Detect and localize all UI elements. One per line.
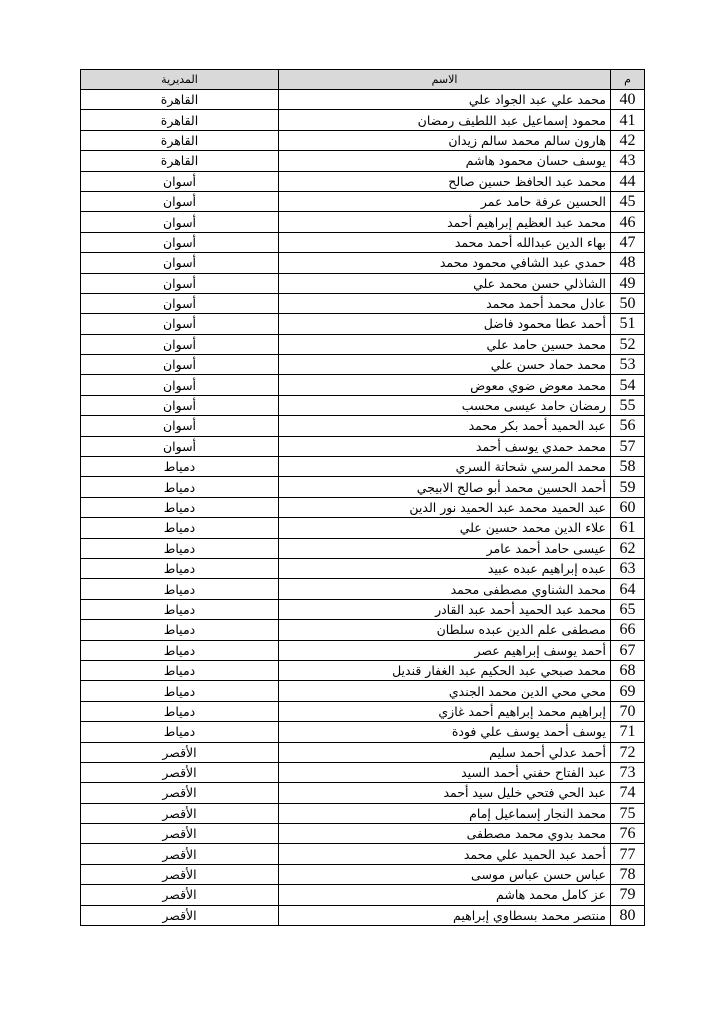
directorate-cell: دمياط bbox=[81, 579, 279, 599]
row-number-cell: 59 bbox=[611, 477, 645, 497]
directorate-cell: أسوان bbox=[81, 416, 279, 436]
name-cell: عبده إبراهيم عبده عبيد bbox=[279, 558, 611, 578]
directorate-cell: أسوان bbox=[81, 273, 279, 293]
table-row bbox=[81, 538, 645, 558]
row-number-cell: 68 bbox=[611, 660, 645, 680]
name-cell: عبد الحميد محمد عبد الحميد نور الدين bbox=[279, 497, 611, 517]
row-number-cell: 44 bbox=[611, 171, 645, 191]
table-row bbox=[81, 477, 645, 497]
row-number-cell: 42 bbox=[611, 130, 645, 150]
directorate-cell: أسوان bbox=[81, 293, 279, 313]
table-row bbox=[81, 722, 645, 742]
table-row bbox=[81, 191, 645, 211]
row-number-cell: 60 bbox=[611, 497, 645, 517]
row-number-cell: 63 bbox=[611, 558, 645, 578]
directorate-cell: دمياط bbox=[81, 722, 279, 742]
table-row bbox=[81, 436, 645, 456]
directorate-cell: دمياط bbox=[81, 538, 279, 558]
table-row bbox=[81, 151, 645, 171]
table-row bbox=[81, 742, 645, 762]
directorate-cell: الأقصر bbox=[81, 864, 279, 884]
directorate-cell: أسوان bbox=[81, 375, 279, 395]
row-number-cell: 48 bbox=[611, 253, 645, 273]
directorate-cell: الأقصر bbox=[81, 783, 279, 803]
directorate-cell: الأقصر bbox=[81, 844, 279, 864]
name-cell: حمدي عبد الشافي محمود محمد bbox=[279, 253, 611, 273]
row-number-cell: 65 bbox=[611, 599, 645, 619]
row-number-cell: 76 bbox=[611, 824, 645, 844]
name-cell: يوسف أحمد يوسف علي فودة bbox=[279, 722, 611, 742]
name-cell: محمد معوض ضوي معوض bbox=[279, 375, 611, 395]
table-row bbox=[81, 497, 645, 517]
table-row bbox=[81, 701, 645, 721]
row-number-cell: 64 bbox=[611, 579, 645, 599]
name-cell: الحسين عرفة حامد عمر bbox=[279, 191, 611, 211]
directorate-cell: الأقصر bbox=[81, 905, 279, 925]
name-cell: محمد بدوي محمد مصطفى bbox=[279, 824, 611, 844]
name-cell: أحمد يوسف إبراهيم عصر bbox=[279, 640, 611, 660]
name-cell: محمد حسين حامد علي bbox=[279, 334, 611, 354]
table-row bbox=[81, 885, 645, 905]
name-cell: محمد الشناوي مصطفى محمد bbox=[279, 579, 611, 599]
row-number-cell: 51 bbox=[611, 314, 645, 334]
name-cell: رمضان حامد عيسى محسب bbox=[279, 395, 611, 415]
table-row bbox=[81, 864, 645, 884]
directorate-cell: دمياط bbox=[81, 660, 279, 680]
table-row bbox=[81, 824, 645, 844]
name-cell: عادل محمد أحمد محمد bbox=[279, 293, 611, 313]
table-row bbox=[81, 416, 645, 436]
name-cell: أحمد عبد الحميد علي محمد bbox=[279, 844, 611, 864]
directorate-cell: الأقصر bbox=[81, 824, 279, 844]
directorate-cell: دمياط bbox=[81, 681, 279, 701]
row-number-cell: 80 bbox=[611, 905, 645, 925]
table-row bbox=[81, 762, 645, 782]
name-cell: عز كامل محمد هاشم bbox=[279, 885, 611, 905]
table-row bbox=[81, 558, 645, 578]
name-cell: الشاذلي حسن محمد علي bbox=[279, 273, 611, 293]
row-number-cell: 77 bbox=[611, 844, 645, 864]
name-cell: محمد عبد العظيم إبراهيم أحمد bbox=[279, 212, 611, 232]
name-cell: هارون سالم محمد سالم زيدان bbox=[279, 130, 611, 150]
name-cell: محمد عبد الحافظ حسين صالح bbox=[279, 171, 611, 191]
directorate-cell: القاهرة bbox=[81, 110, 279, 130]
row-number-cell: 78 bbox=[611, 864, 645, 884]
row-number-cell: 67 bbox=[611, 640, 645, 660]
directorate-cell: أسوان bbox=[81, 232, 279, 252]
name-cell: محمود إسماعيل عبد اللطيف رمضان bbox=[279, 110, 611, 130]
name-cell: عبد الحميد أحمد بكر محمد bbox=[279, 416, 611, 436]
row-number-cell: 74 bbox=[611, 783, 645, 803]
directorate-cell: دمياط bbox=[81, 599, 279, 619]
directorate-cell: الأقصر bbox=[81, 803, 279, 823]
table-row bbox=[81, 660, 645, 680]
name-cell: أحمد عطا محمود فاضل bbox=[279, 314, 611, 334]
directorate-cell: دمياط bbox=[81, 518, 279, 538]
name-cell: مصطفى علم الدين عبده سلطان bbox=[279, 620, 611, 640]
name-cell: عيسى حامد أحمد عامر bbox=[279, 538, 611, 558]
name-cell: عبد الفتاح حفني أحمد السيد bbox=[279, 762, 611, 782]
name-cell: عباس حسن عباس موسى bbox=[279, 864, 611, 884]
row-number-cell: 46 bbox=[611, 212, 645, 232]
directorate-cell: دمياط bbox=[81, 497, 279, 517]
row-number-cell: 71 bbox=[611, 722, 645, 742]
table-row bbox=[81, 905, 645, 925]
table-row bbox=[81, 640, 645, 660]
directorate-cell: دمياط bbox=[81, 701, 279, 721]
table-row bbox=[81, 273, 645, 293]
names-table bbox=[80, 69, 645, 926]
row-number-cell: 62 bbox=[611, 538, 645, 558]
header-row bbox=[81, 70, 645, 90]
table-row bbox=[81, 620, 645, 640]
directorate-cell: الأقصر bbox=[81, 885, 279, 905]
row-number-cell: 47 bbox=[611, 232, 645, 252]
directorate-cell: دمياط bbox=[81, 477, 279, 497]
directorate-cell: أسوان bbox=[81, 355, 279, 375]
name-cell: محمد علي عبد الجواد علي bbox=[279, 90, 611, 110]
table-row bbox=[81, 110, 645, 130]
table-row bbox=[81, 293, 645, 313]
name-cell: محمد النجار إسماعيل إمام bbox=[279, 803, 611, 823]
row-number-cell: 52 bbox=[611, 334, 645, 354]
name-cell: أحمد الحسين محمد أبو صالح الابيجي bbox=[279, 477, 611, 497]
row-number-cell: 73 bbox=[611, 762, 645, 782]
name-cell: محمد حماد حسن علي bbox=[279, 355, 611, 375]
row-number-cell: 50 bbox=[611, 293, 645, 313]
row-number-cell: 45 bbox=[611, 191, 645, 211]
row-number-cell: 55 bbox=[611, 395, 645, 415]
directorate-cell: دمياط bbox=[81, 620, 279, 640]
table-row bbox=[81, 232, 645, 252]
directorate-cell: الأقصر bbox=[81, 742, 279, 762]
document-page bbox=[80, 69, 644, 926]
table-row bbox=[81, 803, 645, 823]
table-row bbox=[81, 599, 645, 619]
row-number-cell: 54 bbox=[611, 375, 645, 395]
name-cell: محمد المرسي شحاتة السري bbox=[279, 457, 611, 477]
name-cell: محمد صبحي عبد الحكيم عبد الغفار قنديل bbox=[279, 660, 611, 680]
row-number-cell: 49 bbox=[611, 273, 645, 293]
directorate-cell: أسوان bbox=[81, 171, 279, 191]
directorate-cell: أسوان bbox=[81, 395, 279, 415]
table-row bbox=[81, 579, 645, 599]
table-row bbox=[81, 457, 645, 477]
directorate-cell: دمياط bbox=[81, 457, 279, 477]
table-row bbox=[81, 518, 645, 538]
table-row bbox=[81, 171, 645, 191]
table-row bbox=[81, 314, 645, 334]
table-row bbox=[81, 90, 645, 110]
row-number-cell: 40 bbox=[611, 90, 645, 110]
directorate-cell: أسوان bbox=[81, 212, 279, 232]
row-number-cell: 72 bbox=[611, 742, 645, 762]
row-number-cell: 58 bbox=[611, 457, 645, 477]
table-row bbox=[81, 253, 645, 273]
table-row bbox=[81, 681, 645, 701]
table-header bbox=[81, 70, 645, 90]
table-row bbox=[81, 334, 645, 354]
row-number-cell: 69 bbox=[611, 681, 645, 701]
directorate-cell: أسوان bbox=[81, 253, 279, 273]
table-row bbox=[81, 375, 645, 395]
row-number-cell: 41 bbox=[611, 110, 645, 130]
directorate-cell: القاهرة bbox=[81, 151, 279, 171]
column-header-number: م bbox=[611, 70, 645, 90]
directorate-cell: الأقصر bbox=[81, 762, 279, 782]
name-cell: منتصر محمد بسطاوي إبراهيم bbox=[279, 905, 611, 925]
directorate-cell: أسوان bbox=[81, 191, 279, 211]
table-row bbox=[81, 844, 645, 864]
row-number-cell: 53 bbox=[611, 355, 645, 375]
name-cell: علاء الدين محمد حسين علي bbox=[279, 518, 611, 538]
table-row bbox=[81, 395, 645, 415]
name-cell: محمد عبد الحميد أحمد عبد القادر bbox=[279, 599, 611, 619]
table-row bbox=[81, 355, 645, 375]
row-number-cell: 79 bbox=[611, 885, 645, 905]
directorate-cell: أسوان bbox=[81, 334, 279, 354]
directorate-cell: دمياط bbox=[81, 558, 279, 578]
row-number-cell: 61 bbox=[611, 518, 645, 538]
directorate-cell: أسوان bbox=[81, 314, 279, 334]
column-header-directorate: المديرية bbox=[81, 70, 279, 90]
directorate-cell: أسوان bbox=[81, 436, 279, 456]
directorate-cell: دمياط bbox=[81, 640, 279, 660]
directorate-cell: القاهرة bbox=[81, 130, 279, 150]
row-number-cell: 56 bbox=[611, 416, 645, 436]
name-cell: إبراهيم محمد إبراهيم أحمد غازي bbox=[279, 701, 611, 721]
table-body bbox=[81, 90, 645, 926]
table-row bbox=[81, 783, 645, 803]
row-number-cell: 43 bbox=[611, 151, 645, 171]
row-number-cell: 70 bbox=[611, 701, 645, 721]
name-cell: محمد حمدي يوسف أحمد bbox=[279, 436, 611, 456]
column-header-name: الاسم bbox=[279, 70, 611, 90]
table-row bbox=[81, 130, 645, 150]
name-cell: يوسف حسان محمود هاشم bbox=[279, 151, 611, 171]
row-number-cell: 57 bbox=[611, 436, 645, 456]
directorate-cell: القاهرة bbox=[81, 90, 279, 110]
table-row bbox=[81, 212, 645, 232]
name-cell: بهاء الدين عبدالله أحمد محمد bbox=[279, 232, 611, 252]
name-cell: عبد الحي فتحي خليل سيد أحمد bbox=[279, 783, 611, 803]
row-number-cell: 66 bbox=[611, 620, 645, 640]
name-cell: محي محي الدين محمد الجندي bbox=[279, 681, 611, 701]
name-cell: أحمد عدلي أحمد سليم bbox=[279, 742, 611, 762]
row-number-cell: 75 bbox=[611, 803, 645, 823]
